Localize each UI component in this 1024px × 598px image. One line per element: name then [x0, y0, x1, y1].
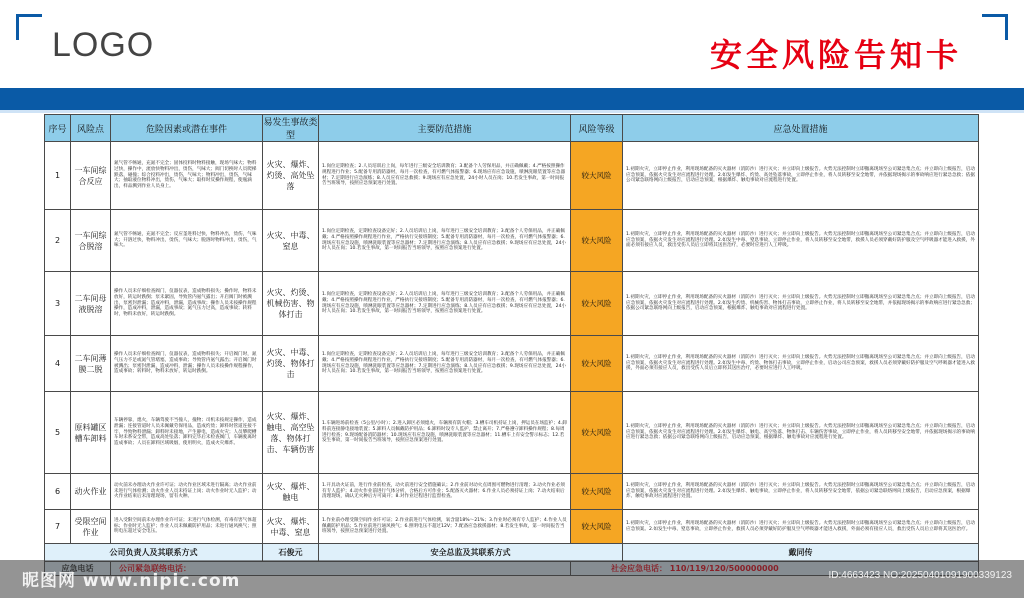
- card-title: 安全风险告知卡: [709, 36, 962, 74]
- contact-row: [45, 544, 979, 562]
- table-row: [45, 336, 979, 392]
- row-type: 火灾、爆炸、触电: [263, 474, 319, 510]
- row-response: 1.初期火灾，立即停止作业，利用现场配备的灭火器材（消防沙）进行灭火；并立即向上级报告。火势无法控制时立即撤离现场至公司紧急集合点；并立即向上级报告，启动应急预案，依据火灾发生对应流程进行处理。2.如发生中毒、窒息事故，立即停止作业，将人员转移至安全地带，救援人员必须穿戴好防护服及空气呼吸器才能进入救援，外面必须有接应人员，救出受伤人员后立即将其送医治疗，必要时应进行人工呼吸。: [623, 210, 979, 272]
- table-row: [45, 392, 979, 474]
- row-area: 受限空间作业: [71, 510, 111, 544]
- frame-corner-top-right: [982, 14, 1008, 40]
- col-header-no: 序号: [45, 115, 71, 142]
- row-hazard: 操作人员未仔细检查阀门，仪器仪表，造成物料损失；操作时，物料未放好，转运时跌倒；泵未紧固，导致管内氨气露出；开启阀门时被溅出，泵密封泄漏；造成冲料，泄漏，造成事故；操作人员未按操作规程操作，造成冲料，泄漏，造成事故；氮气压力过高，造成事故；转料时，物料未放好，转运时跌倒。: [111, 272, 263, 336]
- row-level: 较大风险: [571, 272, 623, 336]
- frame-corner-top-left: [16, 14, 42, 40]
- row-area: 动火作业: [71, 474, 111, 510]
- row-measures: 1.作业前办理受限空间作业许可证；2.作业前进行气体检测，氧含量18%～21%；3.作业时必须有专人监护；4.作业人员佩戴防护用品；5.作业前进行通风换气；6.照明电压不超过12V；7.配备应急救援器材；8.若发生事故，第一时间报告当班领导，按照应急预案进行处置。: [319, 510, 571, 544]
- header-band: [0, 88, 1024, 110]
- company-head-label: 公司负责人及其联系方式: [45, 544, 263, 562]
- col-header-measures: 主要防范措施: [319, 115, 571, 142]
- row-response: 1.初期火灾，立即停止作业，利用现场配备的灭火器材（消防沙）进行灭火；并立即向上级报告。火势无法控制时立即撤离现场至公司紧急集合点；并立即向上级报告，启动应急预案，依据火灾发生对应流程进行处理。2.如发生爆炸、灼烫、高处坠落事故，立即停止作业，将人员转移至安全地带，并依据现场揭示的事故响应进行紧急急救；依据公司紧急联络网向上级报告，启动应急预案，根据爆炸、触电事故对应流程进行处置。: [623, 142, 979, 210]
- col-header-response: 应急处置措施: [623, 115, 979, 142]
- row-no: 1: [45, 142, 71, 210]
- row-hazard: 进入受限空间前未办理作业许可证；未进行气体检测，有毒有害气体超标；作业时无人监护；作业人员未佩戴防护用品；未进行通风换气；照明电压超过安全电压。: [111, 510, 263, 544]
- row-no: 2: [45, 210, 71, 272]
- row-measures: 1.开具动火证前，进行作业前检查，动火前进行安全措施确认；2.作业前对动火点周围可燃物进行清理；3.动火作业必须有专人监护；4.动火作业前进行气体分析，合格后方可作业；5.配备灭火器材；6.作业人员必须持证上岗；7.动火结束后清理现场，确认无火种后方可离开；8.对作业过程进行监督检查。: [319, 474, 571, 510]
- row-no: 5: [45, 392, 71, 474]
- row-measures: 1.岗位定期检查，定期检查设备完好；2.人员培训后上岗，每年进行三级安全培训教育；3.配备个人劳保用品，并正确佩戴；4.严格按照操作规程进行作业，严格执行交接班制度；5.配备专用消防器材，每月一次检查，有可燃气体报警器；6.现场应有应急设施，喷淋洗眼装置等应急器材；7.定期进行应急演练；8.人员应有应急救援；9.现场应有应急处置，24小时人员在岗；10.若发生事故，第一时间报告当班领导，按照应急预案进行处置。: [319, 336, 571, 392]
- watermark-id: ID:4663423 NO:20250401091900339123: [828, 570, 1012, 581]
- watermark-site: 昵图网 www.nipic.com: [22, 571, 241, 591]
- row-level: 较大风险: [571, 392, 623, 474]
- row-no: 7: [45, 510, 71, 544]
- row-level: 较大风险: [571, 336, 623, 392]
- table-row: [45, 510, 979, 544]
- row-type: 火灾、爆炸、中毒、窒息: [263, 510, 319, 544]
- row-area: 一车间综合脱溶: [71, 210, 111, 272]
- table-row: [45, 272, 979, 336]
- logo: LOGO: [52, 26, 155, 64]
- row-hazard: 车辆停靠，熄火，车辆驾驶不当撞人，撞物；司机未按规定操作，造成泄漏；连接管道时人员未佩戴劳保用品，造成灼烫；卸料时管道连接不牢，导致物料泄漏；卸料时未接地，产生静电，造成火灾；人员攀爬槽车时未系安全带，造成高处坠落；卸料完毕后未检查阀门，车辆驶离时造成事故；人员在卸料区域吸烟，使用明火，造成火灾爆炸。: [111, 392, 263, 474]
- row-hazard: 动火前未办理动火作业许可证；动火作业区域未进行隔离；动火作业前未进行气体检测；动火作业人员未持证上岗；动火作业时无人监护；动火作业结束后未清理现场，留有火种。: [111, 474, 263, 510]
- table-row: [45, 474, 979, 510]
- row-type: 火灾、爆炸、灼烫、高处坠落: [263, 142, 319, 210]
- row-area: 二车间薄膜二脱: [71, 336, 111, 392]
- row-measures: 1.岗位定期检查，定期检查设备完好；2.人员培训后上岗，每年进行三级安全培训教育；3.配备个人劳保用品，并正确佩戴；4.严格按照操作规程进行作业，严格执行交接班制度；5.配备专用消防器材，每月一次检查，有可燃气体报警器；6.现场应有应急设施，喷淋洗眼装置等应急器材；7.定期进行应急演练；8.人员应有应急救援；9.现场应有应急处置，24小时人员在岗；10.若发生事故，第一时间报告当班领导，按照应急预案进行处置。: [319, 210, 571, 272]
- row-response: 1.初期火灾，立即停止作业，利用现场配备的灭火器材（消防沙）进行灭火；并立即向上级报告。火势无法控制时立即撤离现场至公司紧急集合点；并立即向上级报告，启动应急预案。2.如发生中毒、窒息事故，立即停止作业，救援人员必须穿戴好防护服及空气呼吸器才能进入救援，外面必须有接应人员，救出受伤人员后立即将其送医治疗。: [623, 510, 979, 544]
- row-level: 较大风险: [571, 210, 623, 272]
- row-level: 较大风险: [571, 474, 623, 510]
- row-type: 火灾、中毒、窒息: [263, 210, 319, 272]
- row-measures: 1.岗位定期检查，定期检查设备完好；2.人员培训后上岗，每年进行三级安全培训教育；3.配备个人劳保用品，并正确佩戴；4.严格按照操作规程进行作业，严格执行交接班制度；5.配备专用消防器材，每月一次检查，有可燃气体报警器；6.现场应有应急设施，喷淋洗眼装置等应急器材；7.定期进行应急演练；8.人员应有应急救援；9.现场应有应急处置，24小时人员在岗；10.若发生事故，第一时间报告当班领导，按照应急预案进行处置。: [319, 272, 571, 336]
- row-no: 4: [45, 336, 71, 392]
- row-measures: 1.车辆进场前检查（5公里/小时）；2.进入卸区必须熄火，车辆须有防火帽；3.槽车司机持证上岗，押运员在场监护；4.卸料前连接静电接地装置；5.卸料人员佩戴防护用品；6.卸料时设专人监护，禁止离开；7.严格遵守卸料操作规程；8.每周进行检查；9.现场配备消防器材；10.现场应有应急设施，喷淋洗眼装置等应急器材；11.槽车上有安全警示标志；12.若发生事故，第一时间报告当班领导，按照应急预案进行处置。: [319, 392, 571, 474]
- table-row: [45, 142, 979, 210]
- row-response: 1.初期火灾，立即停止作业，利用现场配备的灭火器材（消防沙）进行灭火；并立即向上级报告。火势无法控制时立即撤离现场至公司紧急集合点；并立即向上级报告，启动应急预案，依据火灾发生对应流程进行处理。2.如发生灼烫、机械伤害、物体打击事故，立即停止作业，将人员转移至安全地带，并依据现场揭示的事故响应进行紧急急救；依据公司紧急联络网向上级报告，启动应急预案，根据爆炸、触电事故对应流程进行处置。: [623, 272, 979, 336]
- table-header-row: [45, 115, 979, 142]
- row-hazard: 操作人员未仔细检查阀门，仪器仪表，造成物料损失；开启阀门时，氮气压力不足或氮气管堵塞，造成事故；导致管内氨气露出；开启阀门时被溅出；泵密封泄漏，造成冲料，泄漏；操作人员未按操作规程操作，造成事故；转料时，物料未放好，转运时跌倒。: [111, 336, 263, 392]
- row-hazard: 氮气管不畅通，充氮不完全；固体投料时物料接触，现场气味大；物料过快，操作中，流放快物料冲出，烫伤，气味大；阀门切换时人员爬梯跌落，碰撞；综合投料冲出，烫伤，气味大；物料冲出，烫伤，气味大；抽取液位物料冲出，烫伤，气味大；取样时反操作规程，使瓶滴出，样品溅到作业人员身上。: [111, 142, 263, 210]
- col-header-hazard: 危险因素或潜在事件: [111, 115, 263, 142]
- row-response: 1.初期火灾，立即停止作业，利用现场配备的灭火器材（消防沙）进行灭火；并立即向上级报告。火势无法控制时立即撤离现场至公司紧急集合点；并立即向上级报告，启动应急预案，依据火灾发生对应流程进行处理。2.如发生爆炸、触电、高空坠落、物体打击、车辆伤害事故，立即停止作业，将人员转移至安全地带，并依据现场揭示的事故响应进行紧急急救；依据公司紧急联络网向上级报告，启动应急预案，根据爆炸、触电事故对应流程进行处置。: [623, 392, 979, 474]
- table-row: [45, 210, 979, 272]
- risk-table-wrapper: [44, 114, 978, 576]
- col-header-type: 易发生事故类型: [263, 115, 319, 142]
- row-type: 火灾、中毒、灼烫、物体打击: [263, 336, 319, 392]
- row-area: 二车间母液脱溶: [71, 272, 111, 336]
- row-hazard: 氮气管不畅通，充氮不完全；反应釜进料过快，物料冲出，烫伤，气味大；开溶过快，物料冲出，烫伤，气味大；脱溶时物料冲出，烫伤，气味大。: [111, 210, 263, 272]
- safety-director-name: 戴同传: [623, 544, 979, 562]
- row-level: 较大风险: [571, 510, 623, 544]
- company-head-name: 石俊元: [263, 544, 319, 562]
- row-response: 1.初期火灾，立即停止作业，利用现场配备的灭火器材（消防沙）进行灭火；并立即向上级报告。火势无法控制时立即撤离现场至公司紧急集合点；并立即向上级报告，启动应急预案，依据火灾发生对应流程进行处理。2.如发生爆炸、触电事故，立即停止作业，将人员转移至安全地带，依据公司紧急联络网向上级报告，启动应急预案，根据爆炸、触电事故对应流程进行处置。: [623, 474, 979, 510]
- row-no: 6: [45, 474, 71, 510]
- col-header-area: 风险点: [71, 115, 111, 142]
- row-response: 1.初期火灾，立即停止作业，利用现场配备的灭火器材（消防沙）进行灭火；并立即向上级报告。火势无法控制时立即撤离现场至公司紧急集合点；并立即向上级报告，启动应急预案，依据火灾发生对应流程进行处理。2.如发生中毒、灼烫、物体打击事故，立即停止作业，启动公司应急预案，救援人员必须穿戴好防护服及空气呼吸器才能进入救援，外面必须有接应人员，救出受伤人员后立即将其送医治疗，必要时应进行人工呼吸。: [623, 336, 979, 392]
- risk-table: [44, 114, 979, 576]
- row-area: 原料罐区槽车卸料: [71, 392, 111, 474]
- row-type: 火灾、爆炸、触电、高空坠落、物体打击、车辆伤害: [263, 392, 319, 474]
- row-no: 3: [45, 272, 71, 336]
- row-level: 较大风险: [571, 142, 623, 210]
- row-area: 一车间综合反应: [71, 142, 111, 210]
- col-header-level: 风险等级: [571, 115, 623, 142]
- row-measures: 1.岗位定期检查；2.人员培训后上岗，每年进行三级安全培训教育；3.配备个人劳保用品，并正确佩戴；4.严格按照操作规程进行作业；5.配备专用消防器材，每月一次检查，有可燃气体报警器；6.现场应有应急设施，喷淋洗眼装置等应急器材；7.定期进行应急演练；8.人员应有应急救援；9.现场应有应急处置，24小时人员在岗；10.若发生事故，第一时间报告当班领导，按照应急预案进行处置。: [319, 142, 571, 210]
- row-type: 火灾、灼烫、机械伤害、物体打击: [263, 272, 319, 336]
- safety-director-label: 安全总监及其联系方式: [319, 544, 623, 562]
